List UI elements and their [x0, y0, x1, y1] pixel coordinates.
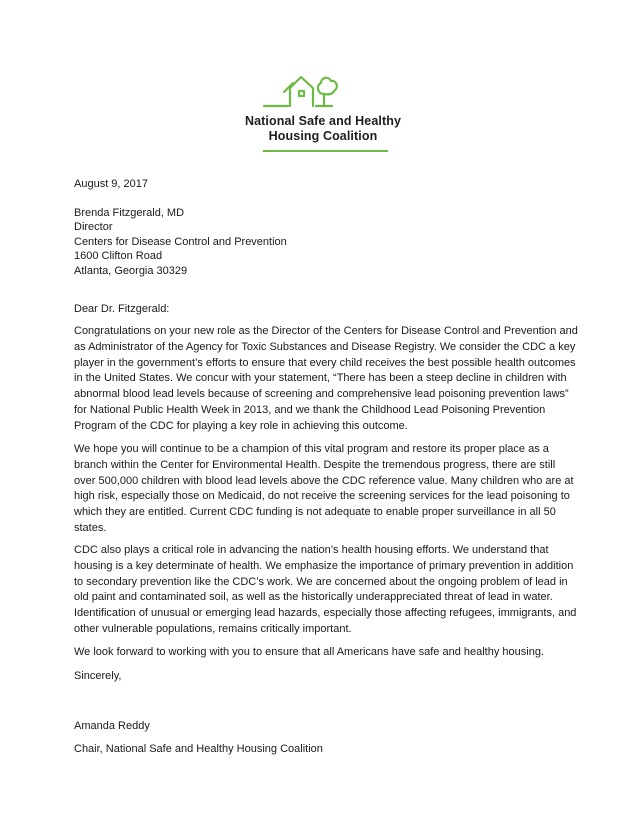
paragraph-line: We hope you will continue to be a champion of this vital program and restore its proper place as a [74, 443, 549, 455]
closing: Sincerely, [74, 670, 122, 682]
recipient-address [74, 206, 574, 278]
paragraph-line: as Administrator of the Agency for Toxic Substances and Disease Registry. We consider the CDC a key [74, 340, 576, 353]
paragraph-line: to secondary prevention like the CDC’s work. We are concerned about the ongoing problem of lead in [74, 575, 568, 588]
body-paragraph-2 [74, 442, 574, 537]
coalition-logo [228, 72, 418, 156]
paragraph-line: housing is a key determinate of health. We emphasize the importance of primary prevention in addition [74, 559, 574, 572]
signer-title: Chair, National Safe and Healthy Housing Coalition [74, 743, 323, 755]
paragraph-line: Program of the CDC for playing a key role in achieving this outcome. [74, 419, 408, 432]
recipient-name: Brenda Fitzgerald, MD [74, 207, 185, 219]
paragraph-line: states. [74, 521, 107, 534]
paragraph-line: in the United States. We concur with your statement, “There has been a steep decline in children with [74, 372, 567, 385]
coalition-name-line-1: National Safe and Healthy [244, 114, 401, 128]
houses-and-tree-icon [260, 72, 390, 112]
paragraph-line: high risk, especially those on Medicaid, do not receive the screening services for the lead poisoning to [74, 490, 570, 503]
paragraph-line: abnormal blood lead levels because of screening and comprehensive lead poisoning prevention laws” [74, 388, 569, 401]
body-paragraph-1 [74, 324, 578, 435]
recipient-street: 1600 Clifton Road [74, 250, 163, 263]
paragraph-line: which they are entitled. Current CDC funding is not adequate to enable proper surveillance in all 50 [74, 506, 556, 519]
paragraph-line: for National Public Health Week in 2013, and we thank the Childhood Lead Poisoning Prevention [74, 403, 546, 416]
paragraph-line: player in the government’s efforts to ensure that every child receives the best possible health outcomes [74, 356, 576, 369]
body-paragraph-4 [74, 645, 574, 661]
signer-name: Amanda Reddy [74, 720, 150, 732]
paragraph-line: We look forward to working with you to ensure that all Americans have safe and healthy housing. [74, 646, 545, 658]
coalition-name [228, 114, 418, 144]
paragraph-line: Identification of unusual or emerging lead hazards, especially those affecting refugees, immigrants, and [74, 607, 577, 620]
paragraph-line: old paint and contaminated soil, as well as the historically underappreciated threat of lead in water. [74, 591, 553, 604]
body-paragraph-3 [74, 543, 577, 638]
paragraph-line: branch within the Center for Environmental Health. Despite the tremendous progress, there are still [74, 458, 556, 471]
recipient-title: Director [74, 221, 113, 234]
recipient-organization: Centers for Disease Control and Prevention [74, 235, 287, 248]
paragraph-line: over 500,000 children with blood lead levels above the CDC reference value. Many children who are at [74, 474, 574, 487]
recipient-city: Atlanta, Georgia 30329 [74, 264, 188, 277]
paragraph-line: Congratulations on your new role as the Director of the Centers for Disease Control and Prevention and [74, 325, 578, 337]
coalition-name-line-2: Housing Coalition [268, 129, 378, 143]
paragraph-line: other vulnerable populations, remains critically important. [74, 622, 352, 635]
paragraph-line: CDC also plays a critical role in advancing the nation’s health housing efforts. We understand that [74, 544, 549, 556]
letter-date: August 9, 2017 [74, 178, 149, 190]
salutation: Dear Dr. Fitzgerald: [74, 303, 170, 315]
logo-underline [263, 150, 388, 152]
